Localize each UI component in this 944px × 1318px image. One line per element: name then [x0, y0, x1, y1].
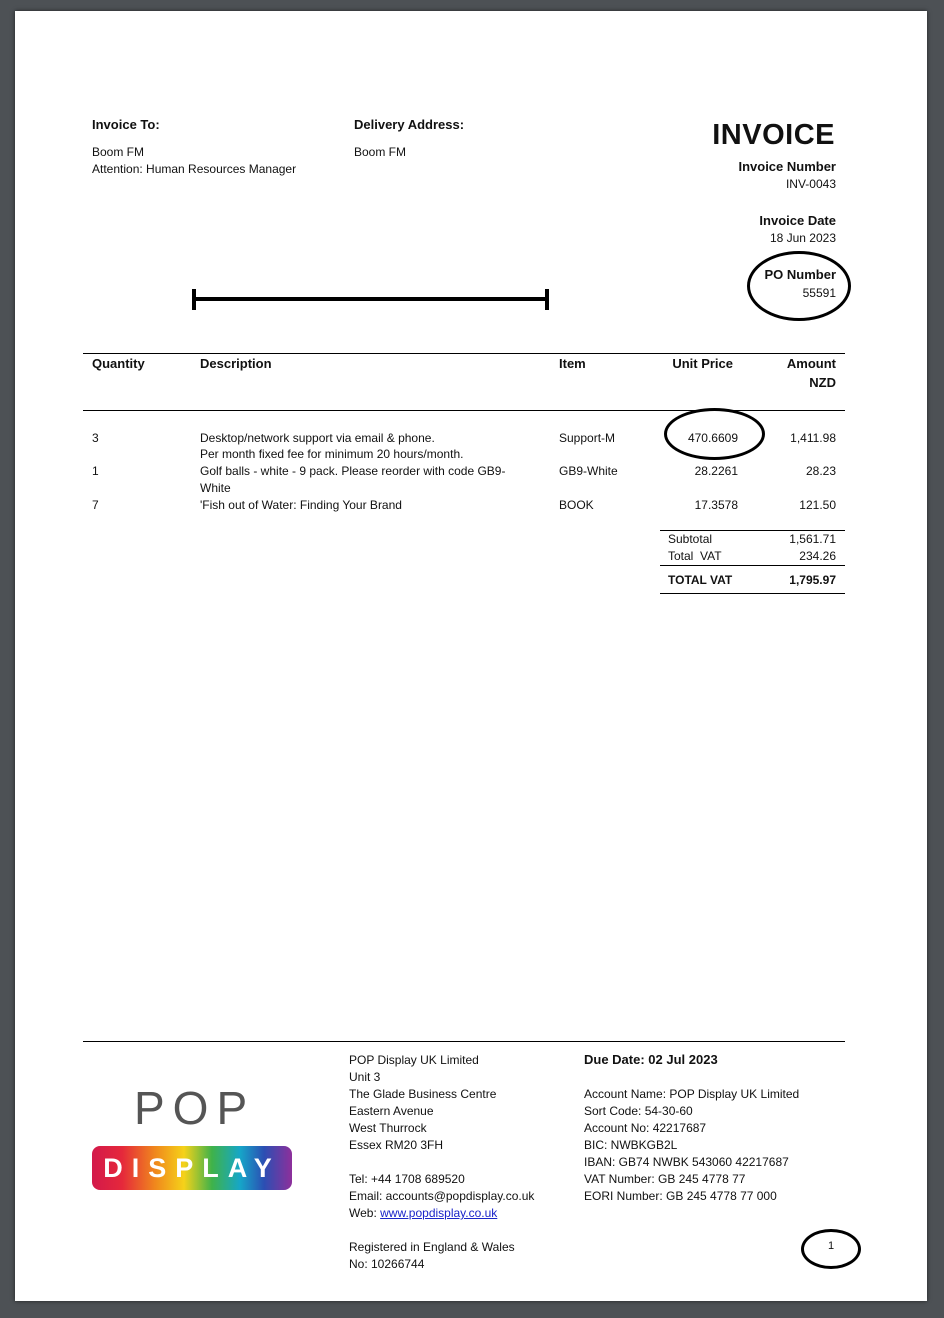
company-name: POP Display UK Limited — [349, 1053, 479, 1067]
company-tel: Tel: +44 1708 689520 — [349, 1172, 465, 1186]
row-description-cont: Per month fixed fee for minimum 20 hours/month. — [200, 447, 464, 461]
total-vat-value: 234.26 — [799, 549, 836, 563]
sort-code: Sort Code: 54-30-60 — [584, 1104, 693, 1118]
row-unit-price: 17.3578 — [694, 498, 738, 512]
delivery-address-label: Delivery Address: — [354, 117, 465, 132]
invoice-number: INV-0043 — [785, 177, 836, 191]
col-header-description: Description — [200, 356, 272, 371]
row-unit-price: 28.2261 — [694, 464, 738, 478]
col-header-amount: Amount — [786, 356, 836, 371]
redaction-bar-right-cap — [545, 289, 549, 310]
total-vat-label: Total VAT — [668, 549, 722, 563]
row-quantity: 7 — [92, 498, 99, 512]
payment-block — [584, 1086, 799, 1205]
company-web-link[interactable]: www.popdisplay.co.uk — [380, 1206, 498, 1220]
row-amount: 28.23 — [805, 464, 836, 478]
company-address-line: Essex RM20 3FH — [349, 1138, 444, 1152]
totals-bottom-rule — [660, 593, 845, 594]
row-description: Golf balls - white - 9 pack. Please reorder with code GB9- — [200, 464, 506, 478]
row-quantity: 3 — [92, 431, 99, 445]
row-quantity: 1 — [92, 464, 99, 478]
account-name: Account Name: POP Display UK Limited — [584, 1087, 800, 1101]
company-web — [349, 1205, 534, 1222]
redaction-bar — [193, 297, 549, 301]
row-description: Desktop/network support via email & phone. — [200, 431, 435, 445]
invoice-date-label: Invoice Date — [759, 213, 836, 228]
subtotal-label: Subtotal — [668, 532, 713, 546]
account-number: Account No: 42217687 — [584, 1121, 707, 1135]
invoice-to-attention: Attention: Human Resources Manager — [92, 162, 297, 176]
col-header-quantity: Quantity — [92, 356, 145, 371]
invoice-date: 18 Jun 2023 — [769, 231, 836, 245]
row-item: Support-M — [559, 431, 616, 445]
company-web-prefix: Web: — [349, 1206, 381, 1220]
page-number: 1 — [827, 1240, 835, 1252]
po-number: 55591 — [802, 286, 836, 300]
po-number-label: PO Number — [764, 267, 836, 282]
company-address-line: West Thurrock — [349, 1121, 427, 1135]
invoice-to-label: Invoice To: — [92, 117, 160, 132]
logo-display-badge: DISPLAY — [92, 1146, 292, 1190]
grand-total-label: TOTAL VAT — [668, 573, 733, 587]
company-address-line: The Glade Business Centre — [349, 1087, 497, 1101]
grand-total-value: 1,795.97 — [789, 573, 836, 587]
company-address-line: Eastern Avenue — [349, 1104, 434, 1118]
col-header-currency: NZD — [809, 375, 836, 390]
company-registered: Registered in England & Wales — [349, 1240, 515, 1254]
totals-mid-rule — [660, 565, 845, 566]
company-registration-number: No: 10266744 — [349, 1257, 425, 1271]
bic: BIC: NWBKGB2L — [584, 1138, 678, 1152]
col-header-unit-price: Unit Price — [672, 356, 733, 371]
row-item: GB9-White — [559, 464, 618, 478]
row-description: 'Fish out of Water: Finding Your Brand — [200, 498, 402, 512]
invoice-number-label: Invoice Number — [738, 159, 836, 174]
company-block — [349, 1052, 534, 1273]
invoice-page — [15, 11, 927, 1301]
row-amount: 1,411.98 — [790, 431, 836, 445]
invoice-title: INVOICE — [712, 119, 835, 151]
table-top-rule — [83, 353, 845, 354]
row-unit-price: 470.6609 — [687, 431, 738, 445]
unit-price-circle-annotation — [664, 408, 765, 460]
subtotal-value: 1,561.71 — [789, 532, 836, 546]
logo-pop-text: POP — [134, 1082, 256, 1134]
vat-number: VAT Number: GB 245 4778 77 — [584, 1172, 746, 1186]
eori-number: EORI Number: GB 245 4778 77 000 — [584, 1189, 777, 1203]
due-date: Due Date: 02 Jul 2023 — [584, 1052, 718, 1067]
company-address-line: Unit 3 — [349, 1070, 381, 1084]
footer-rule — [83, 1041, 845, 1042]
row-amount: 121.50 — [799, 498, 836, 512]
redaction-bar-left-cap — [192, 289, 196, 310]
row-item: BOOK — [559, 498, 594, 512]
delivery-address-name: Boom FM — [354, 145, 407, 159]
col-header-item: Item — [559, 356, 586, 371]
po-number-circle-annotation — [747, 251, 851, 321]
company-email: Email: accounts@popdisplay.co.uk — [349, 1189, 535, 1203]
iban: IBAN: GB74 NWBK 543060 42217687 — [584, 1155, 789, 1169]
invoice-to-name: Boom FM — [92, 145, 145, 159]
row-description-cont: White — [200, 481, 231, 495]
